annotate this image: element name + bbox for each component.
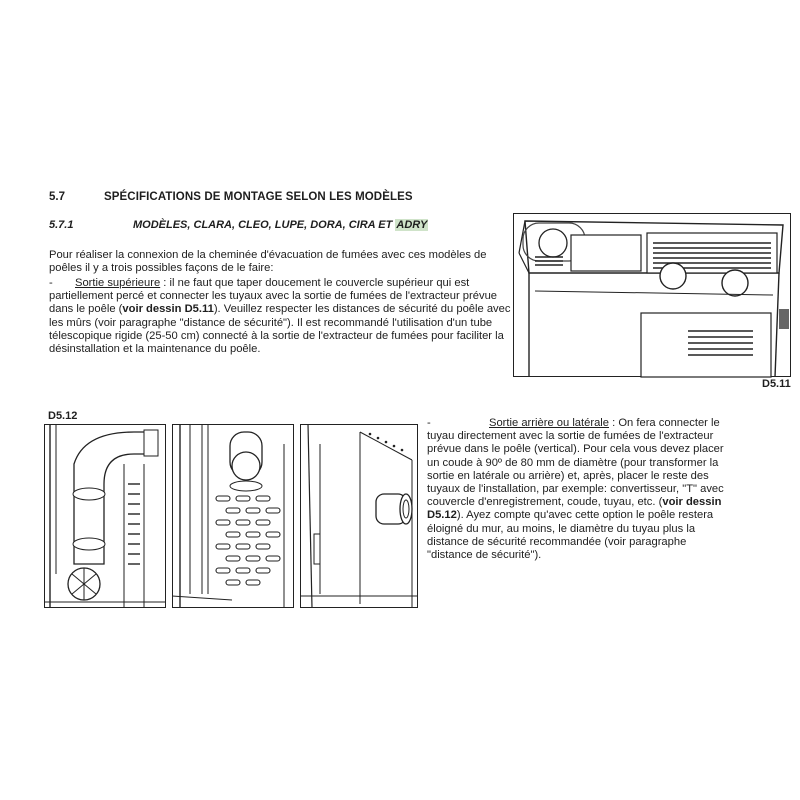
section-title: SPÉCIFICATIONS DE MONTAGE SELON LES MODÈLES bbox=[104, 191, 413, 203]
rear-outlet-drawing-2 bbox=[172, 424, 294, 608]
top-outlet-heading: Sortie supérieure bbox=[75, 277, 161, 289]
rear-outlet-figure-ref: voir dessin D5.12 bbox=[427, 496, 722, 522]
intro-paragraph: Pour réaliser la connexion de la cheminée d'évacuation de fumées avec ces modèles de poêles il y a trois possibles façons de le faire: bbox=[49, 249, 487, 275]
rear-outlet-drawing-1 bbox=[44, 424, 166, 608]
list-dash: - bbox=[427, 417, 431, 429]
section-number: 5.7 bbox=[49, 191, 65, 203]
list-dash: - bbox=[49, 277, 53, 289]
top-outlet-text-b: ). Veuillez respecter les distances de sécurité du poêle avec les mûrs (voir paragraphe "distance de sécurité"). Il est recommandé l'utilisation d'un tube télescopique rigide (25-50 cm) connecté à la sortie de l'extracteur de fumées pour faciliter la désinstallation et la maintenance du poêle. bbox=[49, 303, 511, 356]
subsection-title bbox=[133, 219, 428, 231]
rear-outlet-paragraph bbox=[427, 417, 727, 562]
rear-outlet-heading: Sortie arrière ou latérale bbox=[489, 417, 610, 429]
top-outlet-paragraph bbox=[49, 277, 514, 356]
figure-caption-d511: D5.11 bbox=[762, 378, 791, 390]
top-outlet-figure-ref: voir dessin D5.11 bbox=[122, 303, 214, 316]
stove-top-drawing-d511 bbox=[513, 213, 792, 379]
rear-outlet-text-a: : On fera connecter le tuyau directement avec la sortie de fumées de l'extracteur prévue dans le poêle (vertical). Pour cela vous devez placer un coude à 90º de 80 mm de diamètre (pour transformer la sortie en latérale ou arrière) et, après, placer le reste des tuyaux de l'installation, par exemple: convertisseur, "T" avec couvercle d'enregistrement, coude, tuyau, etc. ( bbox=[427, 417, 724, 509]
subsection-title-prefix: MODÈLES, CLARA, CLEO, LUPE, DORA, CIRA ET bbox=[133, 219, 396, 231]
rear-outlet-text-b: ). Ayez compte qu'avec cette option le poêle restera éloigné du mur, au moins, le diamètre du tuyau plus la distance de sécurité recommandée (voir paragraphe "distance de sécurité"). bbox=[427, 509, 714, 562]
side-outlet-drawing bbox=[300, 424, 418, 608]
top-outlet-text-a: : il ne faut que taper doucement le couvercle supérieur qui est partiellement percé et connecter les tuyaux avec la sortie de fumées de l'extracteur prévue dans le poêle ( bbox=[49, 277, 498, 316]
subsection-title-highlight: ADRY bbox=[396, 219, 428, 231]
figure-caption-d512: D5.12 bbox=[48, 410, 78, 422]
subsection-number: 5.7.1 bbox=[49, 219, 74, 231]
